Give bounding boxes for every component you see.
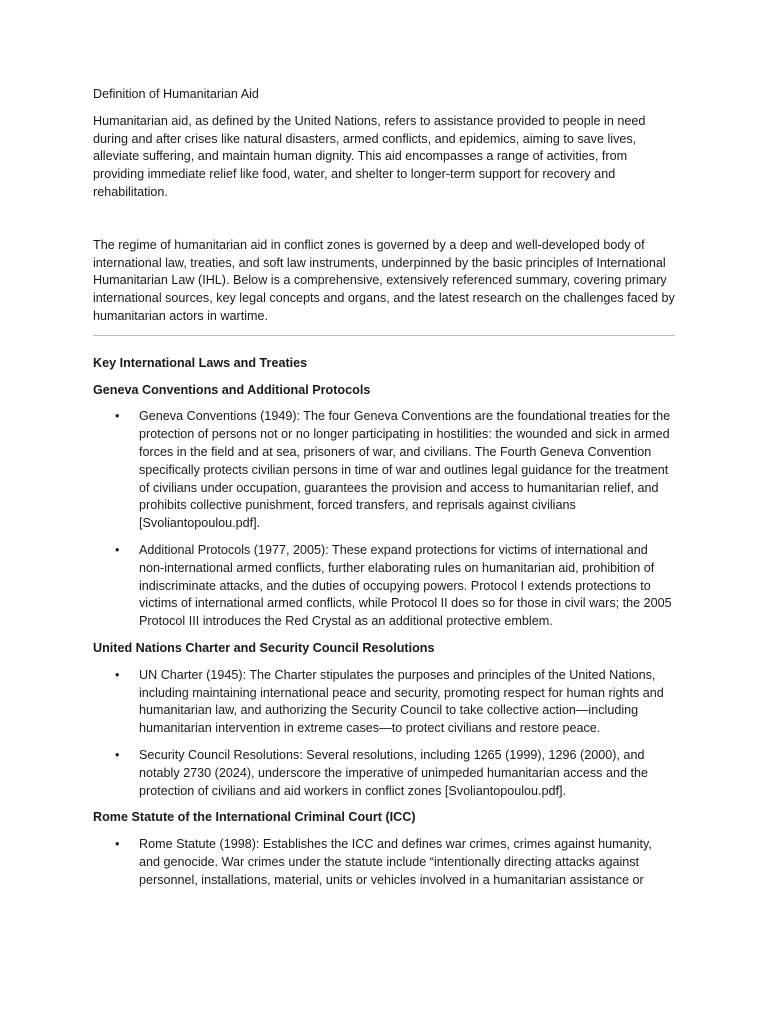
section-heading: Key International Laws and Treaties — [93, 355, 308, 370]
document-page — [93, 86, 675, 898]
intro-paragraph: The regime of humanitarian aid in conflict zones is governed by a deep and well-developed body of international law, treaties, and soft law instruments, underpinned by the basic principles of International Humanitarian Law (IHL). Below is a comprehensive, extensively referenced summary, covering primary international sources, key legal concepts and organs, and the latest research on the challenges faced by humanitarian actors in wartime. — [93, 237, 675, 323]
bullet-list-geneva — [93, 408, 675, 631]
definition-title: Definition of Humanitarian Aid — [93, 87, 259, 101]
subsection-heading-geneva: Geneva Conventions and Additional Protocols — [93, 382, 371, 397]
list-item: • Security Council Resolutions: Several resolutions, including 1265 (1999), 1296 (2000), and notably 2730 (2024), underscore the imperative of unimpeded humanitarian access and the protection of civilians and aid workers in conflict zones [Svoliantopoulou.pdf]. — [93, 747, 675, 800]
bullet-list-un-charter — [93, 667, 675, 801]
list-item: • UN Charter (1945): The Charter stipulates the purposes and principles of the United Nations, including maintaining international peace and security, promoting respect for human rights and humanitarian law, and authorizing the Security Council to take collective action—including humanitarian intervention in extreme cases—to protect civilians and restore peace. — [93, 667, 675, 738]
list-item: • Additional Protocols (1977, 2005): These expand protections for victims of international and non-international armed conflicts, further elaborating rules on humanitarian aid, prohibition of indiscriminate attacks, and the duties of occupying powers. Protocol I extends protections to victims of international armed conflicts, while Protocol II does so for those in civil wars; the 2005 Protocol III introduces the Red Crystal as an additional protective emblem. — [93, 542, 675, 631]
definition-paragraph: Humanitarian aid, as defined by the United Nations, refers to assistance provided to people in need during and after crises like natural disasters, armed conflicts, and epidemics, aiming to save lives, alleviate suffering, and maintain human dignity. This aid encompasses a range of activities, from providing immediate relief like food, water, and shelter to longer-term support for recovery and rehabilitation. — [93, 113, 646, 199]
subsection-heading-un-charter: United Nations Charter and Security Council Resolutions — [93, 640, 435, 655]
list-item: • Rome Statute (1998): Establishes the ICC and defines war crimes, crimes against humanity, and genocide. War crimes under the statute include “intentionally directing attacks against personnel, installations, material, units or vehicles involved in a humanitarian assistance or — [93, 836, 675, 889]
subsection-heading-rome-statute: Rome Statute of the International Criminal Court (ICC) — [93, 810, 416, 825]
list-item: • Geneva Conventions (1949): The four Geneva Conventions are the foundational treaties for the protection of persons not or no longer participating in hostilities: the wounded and sick in armed forces in the field and at sea, prisoners of war, and civilians. The Fourth Geneva Convention specifically protects civilian persons in time of war and outlines legal guidance for the treatment of civilians under occupation, guarantees the provision and access to humanitarian relief, and prohibits collective punishment, forced transfers, and reprisals against civilians [Svoliantopoulou.pdf]. — [93, 408, 675, 533]
paragraph-spacer — [93, 211, 675, 237]
horizontal-divider — [93, 335, 675, 336]
bullet-list-rome-statute — [93, 836, 675, 889]
